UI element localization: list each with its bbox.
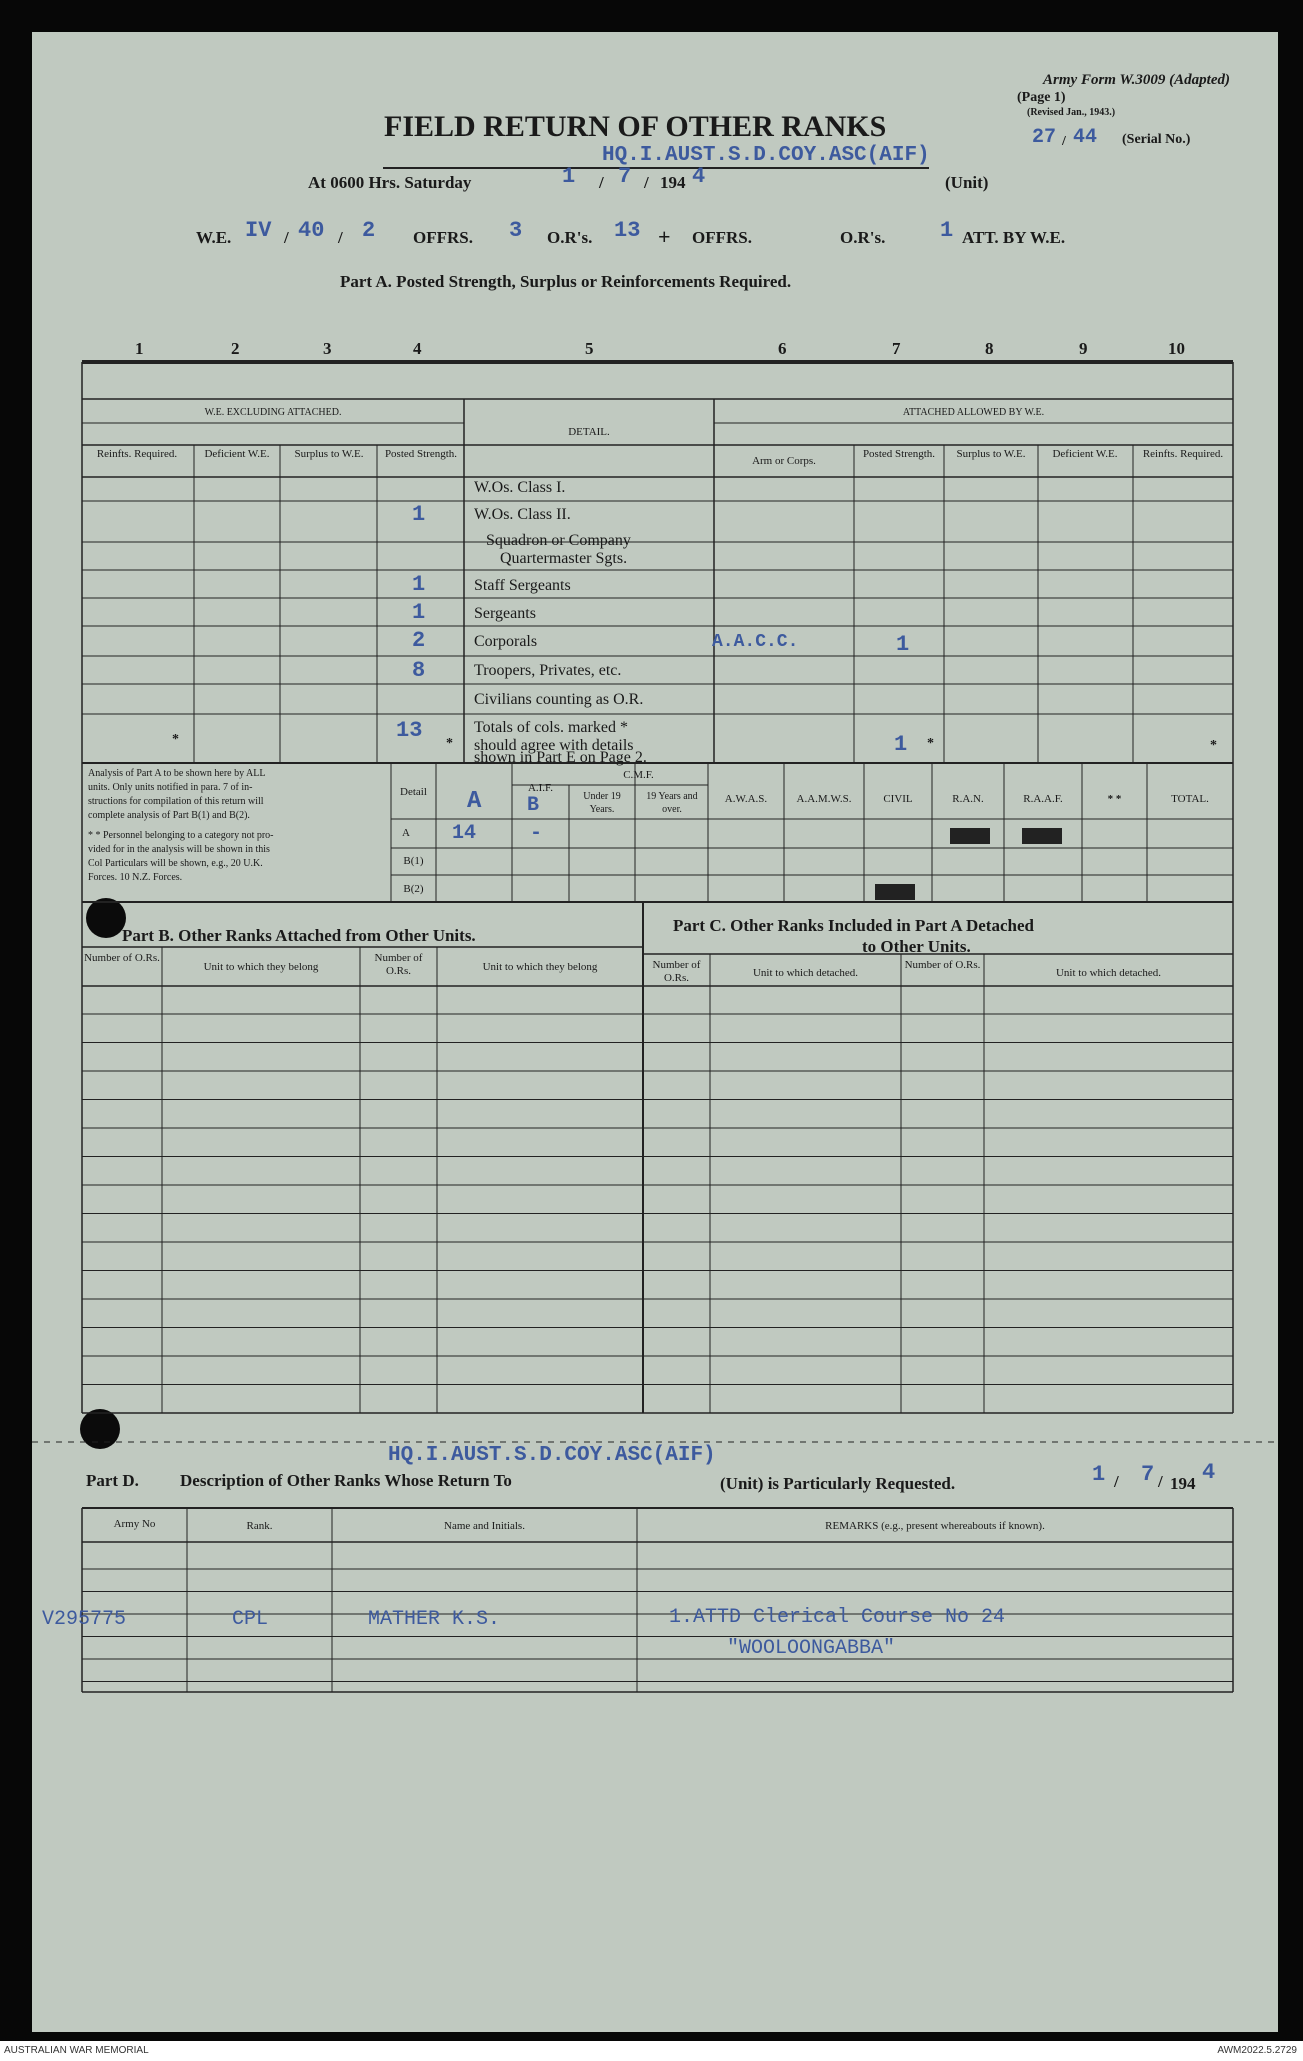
row-detail-cqms-1: Squadron or Company: [486, 532, 631, 549]
entry-remarks-1: 1.ATTD Clerical Course No 24: [669, 1606, 1006, 1629]
analysis-col-a: A: [467, 788, 482, 815]
part-b-number-header: Number of O.Rs.: [84, 952, 160, 964]
row-posted-staff-sgts: 1: [412, 572, 426, 597]
col-number-9: 9: [1079, 339, 1088, 358]
we-value-1: IV: [245, 218, 272, 243]
att-label: ATT. BY W.E.: [962, 228, 1066, 247]
part-c-number2-header: Number of O.Rs.: [904, 959, 981, 971]
totals-line-3: shown in Part E on Page 2.: [474, 749, 647, 766]
star-col4: *: [446, 736, 453, 751]
analysis-starstar-header: * *: [1107, 793, 1122, 805]
part-c-title-2: to Other Units.: [862, 937, 971, 956]
totals-line-1: Totals of cols. marked *: [474, 719, 628, 736]
surplus2-header: Surplus to W.E.: [956, 448, 1026, 460]
date-year-suffix: 4: [692, 164, 706, 189]
serial-b: 44: [1073, 126, 1098, 149]
we-value-3: 2: [362, 218, 376, 243]
serial-a: 27: [1032, 126, 1057, 149]
entry-remarks-2: "WOOLOONGABBA": [727, 1637, 896, 1660]
part-d-date-day: 1: [1092, 1462, 1106, 1487]
part-b-title: Part B. Other Ranks Attached from Other Units.: [122, 926, 476, 945]
part-d-unit-stamp: HQ.I.AUST.S.D.COY.ASC(AIF): [388, 1444, 716, 1467]
part-b-unit-header: Unit to which they belong: [203, 961, 319, 973]
form-name: Army Form W.3009 (Adapted): [1043, 72, 1230, 88]
analysis-row-a: A: [402, 827, 410, 839]
serial-separator: /: [1062, 134, 1066, 149]
part-bc-ruled-lines: [82, 1014, 1233, 1385]
unit-label: (Unit): [945, 173, 989, 192]
row-detail-cqms-2: Quartermaster Sgts.: [500, 550, 628, 567]
date-separator-2: /: [644, 173, 649, 192]
row-detail-civilians: Civilians counting as O.R.: [474, 691, 644, 708]
analysis-note-2: units. Only units notified in para. 7 of in-: [88, 782, 253, 793]
attached-allowed-header: ATTACHED ALLOWED BY W.E.: [902, 407, 1045, 418]
analysis-detail-header: Detail: [400, 786, 427, 798]
part-c-title-1: Part C. Other Ranks Included in Part A Detached: [673, 916, 1034, 935]
analysis-raaf-header: R.A.A.F.: [1023, 793, 1063, 805]
analysis-over19-header: 19 Years and over.: [646, 791, 698, 815]
reinfts-header: Reinfts. Required.: [96, 448, 178, 460]
offrs2-label: OFFRS.: [692, 228, 752, 247]
we-separator-1: /: [284, 228, 289, 247]
at-hours-text: At 0600 Hrs. Saturday: [308, 173, 472, 192]
name-header: Name and Initials.: [444, 1520, 525, 1532]
row-posted2-corporals: 1: [896, 632, 910, 657]
we-separator-2: /: [338, 228, 343, 247]
footer-left-label: AUSTRALIAN WAR MEMORIAL: [4, 2045, 149, 2056]
row-arm-corporals: A.A.C.C.: [712, 632, 799, 652]
part-c-unit-header: Unit to which detached.: [752, 967, 859, 979]
detail-header: DETAIL.: [568, 426, 610, 438]
part-c-unit2-header: Unit to which detached.: [1055, 967, 1162, 979]
analysis-under19-header: Under 19 Years.: [583, 791, 621, 815]
analysis-total-header: TOTAL.: [1171, 793, 1209, 805]
offrs-value: 3: [509, 218, 523, 243]
col-number-1: 1: [135, 339, 144, 358]
page-number: (Page 1): [1017, 90, 1066, 105]
col-number-10: 10: [1168, 339, 1185, 358]
col-number-4: 4: [413, 339, 422, 358]
arm-header: Arm or Corps.: [752, 455, 816, 467]
att-value: 1: [940, 218, 954, 243]
unit-stamp: HQ.I.AUST.S.D.COY.ASC(AIF): [602, 144, 930, 167]
star-col10: *: [1210, 738, 1217, 753]
analysis-civil-header: CIVIL: [883, 793, 913, 805]
row-posted-corporals: 2: [412, 628, 426, 653]
reinfts2-header: Reinfts. Required.: [1142, 448, 1224, 460]
row-posted-wo2: 1: [412, 502, 426, 527]
analysis-note-5: * * Personnel belonging to a category not pro-: [88, 830, 274, 841]
part-d-date-year-suffix: 4: [1202, 1460, 1216, 1485]
analysis-aamws-header: A.A.M.W.S.: [796, 793, 852, 805]
analysis-ran-header: R.A.N.: [952, 793, 984, 805]
row-posted-troopers: 8: [412, 658, 426, 683]
form-grid: [32, 32, 1278, 2032]
analysis-note-7: Col Particulars will be shown, e.g., 20 U.K.: [88, 858, 263, 869]
totals-line-2: should agree with details: [474, 737, 634, 754]
analysis-note-1: Analysis of Part A to be shown here by ALL: [88, 768, 266, 779]
rank-header: Rank.: [246, 1520, 273, 1532]
deficient-header: Deficient W.E.: [204, 448, 270, 460]
part-c-number-header: Number of O.Rs.: [652, 959, 701, 984]
col-number-8: 8: [985, 339, 994, 358]
analysis-row-b1: B(1): [403, 855, 424, 867]
ors-value: 13: [614, 218, 641, 243]
posted-header: Posted Strength.: [384, 448, 458, 460]
totals-posted2: 1: [894, 732, 908, 757]
totals-posted: 13: [396, 718, 423, 743]
date-month: 7: [618, 164, 632, 189]
we-value-2: 40: [298, 218, 325, 243]
date-day: 1: [562, 164, 576, 189]
deficient2-header: Deficient W.E.: [1052, 448, 1118, 460]
part-d-text-1: Description of Other Ranks Whose Return To: [180, 1471, 512, 1490]
serial-label: (Serial No.): [1122, 132, 1191, 147]
analysis-value-aif: -: [530, 822, 543, 845]
part-b-number2-header: Number of O.Rs.: [374, 952, 423, 977]
col-number-7: 7: [892, 339, 901, 358]
plus-sign: +: [658, 224, 671, 249]
part-b-unit2-header: Unit to which they belong: [482, 961, 598, 973]
col-number-3: 3: [323, 339, 332, 358]
part-d-text-2: (Unit) is Particularly Requested.: [720, 1474, 956, 1493]
row-detail-troopers: Troopers, Privates, etc.: [474, 662, 622, 679]
analysis-note-8: Forces. 10 N.Z. Forces.: [88, 872, 183, 883]
we-label: W.E.: [196, 228, 232, 247]
revised-date: (Revised Jan., 1943.): [1027, 107, 1116, 118]
remarks-header: REMARKS (e.g., present whereabouts if known).: [825, 1520, 1045, 1532]
part-d-date-year-prefix: 194: [1170, 1474, 1196, 1493]
part-d-date-month: 7: [1141, 1462, 1155, 1487]
row-detail-sergeants: Sergeants: [474, 605, 536, 622]
col-number-6: 6: [778, 339, 787, 358]
entry-name: MATHER K.S.: [368, 1608, 501, 1631]
row-detail-corporals: Corporals: [474, 633, 538, 650]
posted2-header: Posted Strength.: [862, 448, 936, 460]
footer-right-label: AWM2022.5.2729: [1217, 2045, 1297, 2056]
row-detail-wo2: W.Os. Class II.: [474, 506, 571, 523]
date-separator-1: /: [599, 173, 604, 192]
ors2-label: O.R's.: [840, 228, 886, 247]
analysis-aif-header: A.I.F.: [527, 782, 554, 794]
part-d-date-sep-2: /: [1158, 1472, 1163, 1491]
col-number-2: 2: [231, 339, 240, 358]
analysis-value-a: 14: [452, 822, 477, 845]
we-excluding-header: W.E. EXCLUDING ATTACHED.: [204, 407, 342, 418]
star-col1: *: [172, 732, 179, 747]
row-posted-sergeants: 1: [412, 600, 426, 625]
star-col7: *: [927, 736, 934, 751]
analysis-awas-header: A.W.A.S.: [724, 793, 768, 805]
entry-army-no: V295775: [42, 1608, 127, 1631]
analysis-note-4: complete analysis of Part B(1) and B(2).: [88, 810, 250, 821]
army-no-header: Army No: [113, 1518, 156, 1530]
analysis-note-6: vided for in the analysis will be shown in this: [88, 844, 270, 855]
row-detail-staff-sgts: Staff Sergeants: [474, 577, 571, 594]
part-d-label: Part D.: [86, 1471, 139, 1490]
part-a-title: Part A. Posted Strength, Surplus or Reinforcements Required.: [340, 272, 792, 291]
page-title: FIELD RETURN OF OTHER RANKS: [384, 110, 887, 143]
analysis-aif-hw: B: [527, 794, 540, 817]
archive-footer: [0, 2041, 1303, 2061]
analysis-row-b2: B(2): [403, 883, 424, 895]
date-year-prefix: 194: [660, 173, 686, 192]
offrs-label: OFFRS.: [413, 228, 473, 247]
col-number-5: 5: [585, 339, 594, 358]
analysis-note-3: structions for compilation of this return will: [88, 796, 264, 807]
form-sheet: [32, 32, 1278, 2032]
ors-label: O.R's.: [547, 228, 593, 247]
part-d-date-sep-1: /: [1114, 1472, 1119, 1491]
row-detail-wo1: W.Os. Class I.: [474, 479, 566, 496]
surplus-header: Surplus to W.E.: [294, 448, 364, 460]
analysis-cmf-header: C.M.F.: [623, 769, 654, 781]
entry-rank: CPL: [232, 1608, 269, 1631]
